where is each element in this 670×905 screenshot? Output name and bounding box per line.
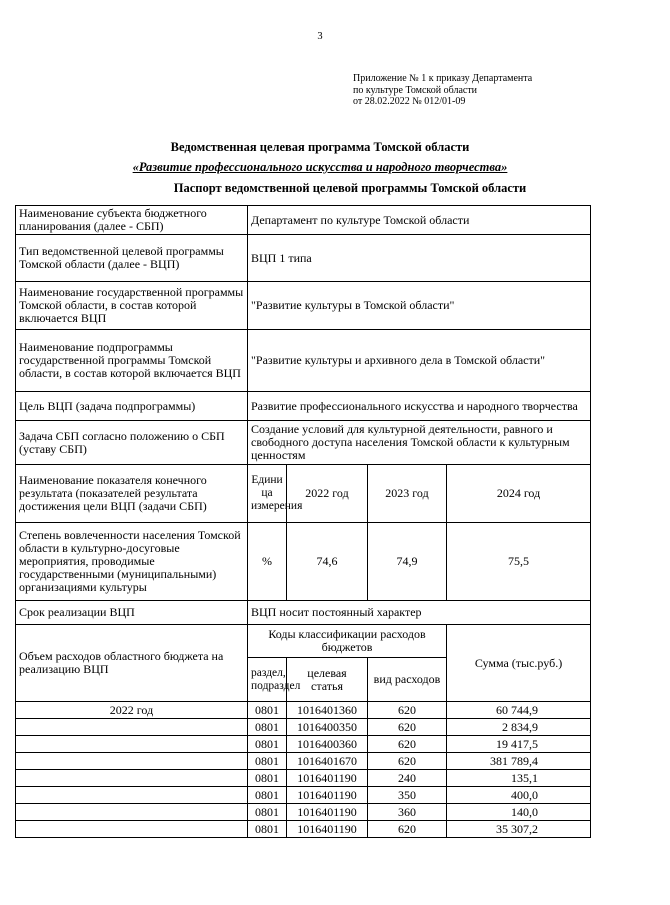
kind-cell: 620 [368, 821, 447, 838]
subject-value: Департамент по культуре Томской области [248, 206, 591, 235]
expenses-header-row [16, 625, 591, 658]
kind-cell: 360 [368, 804, 447, 821]
sum-cell: 381 789,4 [447, 753, 591, 770]
sum-cell: 35 307,2 [447, 821, 591, 838]
target-cell: 1016401360 [287, 702, 368, 719]
expense-row [16, 736, 591, 753]
year-cell [16, 804, 248, 821]
goal-value: Развитие профессионального искусства и народного творчества [248, 392, 591, 421]
sum-header: Сумма (тыс.руб.) [447, 625, 591, 702]
target-header: целевая статья [287, 658, 368, 702]
subject-label: Наименование субъекта бюджетного планирования (далее - СБП) [16, 206, 248, 235]
target-cell: 1016400350 [287, 719, 368, 736]
target-cell: 1016401190 [287, 804, 368, 821]
year-cell: 2022 год [16, 702, 248, 719]
year-cell [16, 719, 248, 736]
target-cell: 1016400360 [287, 736, 368, 753]
section-cell: 0801 [248, 770, 287, 787]
subprogram-value: "Развитие культуры и архивного дела в Томской области" [248, 330, 591, 392]
expense-row [16, 821, 591, 838]
target-cell: 1016401190 [287, 770, 368, 787]
table-row [16, 392, 591, 421]
year-2024-header: 2024 год [447, 465, 591, 523]
sum-cell: 2 834,9 [447, 719, 591, 736]
type-value: ВЦП 1 типа [248, 235, 591, 282]
type-label: Тип ведомственной целевой программы Томской области (далее - ВЦП) [16, 235, 248, 282]
target-cell: 1016401670 [287, 753, 368, 770]
document-title: Ведомственная целевая программа Томской области [170, 140, 470, 154]
codes-header: Коды классификации расходов бюджетов [248, 625, 447, 658]
section-cell: 0801 [248, 702, 287, 719]
kind-header: вид расходов [368, 658, 447, 702]
expense-row [16, 753, 591, 770]
state-program-value: "Развитие культуры в Томской области" [248, 282, 591, 330]
year-cell [16, 821, 248, 838]
section-cell: 0801 [248, 804, 287, 821]
section-cell: 0801 [248, 753, 287, 770]
table-row [16, 330, 591, 392]
kind-cell: 240 [368, 770, 447, 787]
indicators-header-row [16, 465, 591, 523]
program-name: «Развитие профессионального искусства и народного творчества» [132, 160, 508, 174]
indicator-label: Степень вовлеченности населения Томской области в культурно-досуговые мероприятия, проводимые государственными (муниципальными) организациями культуры [16, 523, 248, 601]
task-label: Задача СБП согласно положению о СБП (уставу СБП) [16, 421, 248, 465]
year-2022-header: 2022 год [287, 465, 368, 523]
table-row [16, 601, 591, 625]
target-cell: 1016401190 [287, 787, 368, 804]
indicator-2023: 74,9 [368, 523, 447, 601]
year-cell [16, 736, 248, 753]
state-program-label: Наименование государственной программы Томской области, в состав которой включается ВЦП [16, 282, 248, 330]
sum-cell: 135,1 [447, 770, 591, 787]
sum-cell: 400,0 [447, 787, 591, 804]
passport-table [15, 205, 591, 838]
appendix-note [353, 73, 532, 108]
passport-title: Паспорт ведомственной целевой программы Томской области [173, 181, 527, 195]
term-label: Срок реализации ВЦП [16, 601, 248, 625]
indicator-row [16, 523, 591, 601]
goal-label: Цель ВЦП (задача подпрограммы) [16, 392, 248, 421]
page-number: 3 [317, 31, 323, 42]
table-row [16, 206, 591, 235]
section-cell: 0801 [248, 787, 287, 804]
sum-cell: 19 417,5 [447, 736, 591, 753]
appendix-line-1: Приложение № 1 к приказу Департамента [353, 73, 533, 84]
unit-header: Едини ца измерения [248, 465, 287, 523]
target-cell: 1016401190 [287, 821, 368, 838]
appendix-line-3: от 28.02.2022 № 012/01-09 [353, 96, 466, 107]
kind-cell: 620 [368, 753, 447, 770]
expenses-label: Объем расходов областного бюджета на реализацию ВЦП [16, 625, 248, 702]
year-cell [16, 753, 248, 770]
indicator-2022: 74,6 [287, 523, 368, 601]
indicator-header-label: Наименование показателя конечного результата (показателей результата достижения цели ВЦП (задачи СБП) [16, 465, 248, 523]
table-row [16, 235, 591, 282]
expense-row [16, 719, 591, 736]
section-cell: 0801 [248, 719, 287, 736]
kind-cell: 620 [368, 702, 447, 719]
kind-cell: 620 [368, 736, 447, 753]
section-header: раздел, подраздел [248, 658, 287, 702]
appendix-line-2: по культуре Томской области [353, 84, 478, 96]
task-value: Создание условий для культурной деятельности, равного и свободного доступа населения Томской области к культурным ценностям [248, 421, 591, 465]
expense-row [16, 770, 591, 787]
expense-row [16, 787, 591, 804]
term-value: ВЦП носит постоянный характер [248, 601, 591, 625]
indicator-2024: 75,5 [447, 523, 591, 601]
table-row [16, 421, 591, 465]
kind-cell: 350 [368, 787, 447, 804]
table-row [16, 282, 591, 330]
year-2023-header: 2023 год [368, 465, 447, 523]
sum-cell: 60 744,9 [447, 702, 591, 719]
year-cell [16, 770, 248, 787]
indicator-unit: % [248, 523, 287, 601]
sum-cell: 140,0 [447, 804, 591, 821]
expense-row [16, 702, 591, 719]
subprogram-label: Наименование подпрограммы государственной программы Томской области, в состав которой включается ВЦП [16, 330, 248, 392]
kind-cell: 620 [368, 719, 447, 736]
section-cell: 0801 [248, 736, 287, 753]
section-cell: 0801 [248, 821, 287, 838]
expense-row [16, 804, 591, 821]
year-cell [16, 787, 248, 804]
